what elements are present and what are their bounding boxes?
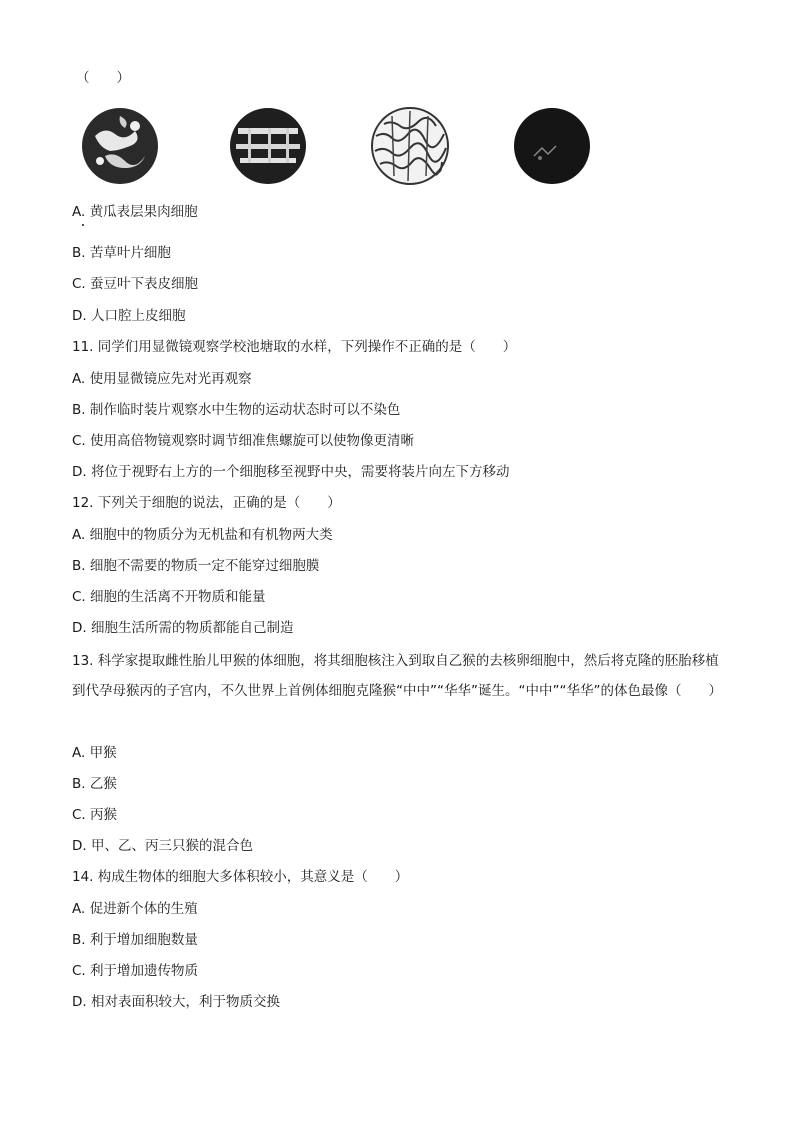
q11-option-c: C. 使用高倍物镜观察时调节细准焦螺旋可以使物像更清晰 — [72, 433, 415, 449]
q12-option-c: C. 细胞的生活离不开物质和能量 — [72, 589, 266, 605]
q10-option-c: C. 蚕豆叶下表皮细胞 — [72, 276, 199, 292]
q14-option-a: A. 促进新个体的生殖 — [72, 901, 198, 917]
q13-option-c: C. 丙猴 — [72, 807, 118, 823]
q10-option-b: B. 苦草叶片细胞 — [72, 245, 171, 261]
q14-option-b: B. 利于增加细胞数量 — [72, 932, 198, 948]
q12-option-a: A. 细胞中的物质分为无机盐和有机物两大类 — [72, 527, 333, 543]
q11-option-d: D. 将位于视野右上方的一个细胞移至视野中央，需要将装片向左下方移动 — [72, 464, 510, 480]
q10-option-a: A. 黄瓜表层果肉细胞 — [72, 204, 198, 220]
answer-paren: （ ） — [76, 70, 130, 86]
q12-stem: 12. 下列关于细胞的说法，正确的是（ ） — [72, 495, 341, 511]
micrograph-2-icon — [228, 106, 308, 186]
q13-option-a: A. 甲猴 — [72, 745, 117, 761]
q13-option-b: B. 乙猴 — [72, 776, 117, 792]
micrograph-row — [80, 106, 600, 186]
stray-dot — [82, 224, 84, 226]
micrograph-3-icon — [370, 106, 450, 186]
q13-stem: 13. 科学家提取雌性胎儿甲猴的体细胞，将其细胞核注入到取自乙猴的去核卵细胞中，然后将克隆的胚胎移植到代孕母猴丙的子宫内，不久世界上首例体细胞克隆猴“中中”“华华”诞生。“中中”“华华”的体色最像（ ） — [72, 653, 722, 699]
q12-option-d: D. 细胞生活所需的物质都能自己制造 — [72, 620, 294, 636]
q14-stem: 14. 构成生物体的细胞大多体积较小，其意义是（ ） — [72, 869, 409, 885]
q13-option-d: D. 甲、乙、丙三只猴的混合色 — [72, 838, 253, 854]
q11-option-b: B. 制作临时装片观察水中生物的运动状态时可以不染色 — [72, 402, 401, 418]
q12-option-b: B. 细胞不需要的物质一定不能穿过细胞膜 — [72, 558, 320, 574]
q14-option-d: D. 相对表面积较大，利于物质交换 — [72, 994, 280, 1010]
micrograph-4-icon — [512, 106, 592, 186]
micrograph-1-icon — [80, 106, 160, 186]
q14-option-c: C. 利于增加遗传物质 — [72, 963, 199, 979]
q11-option-a: A. 使用显微镜应先对光再观察 — [72, 371, 252, 387]
q11-stem: 11. 同学们用显微镜观察学校池塘取的水样，下列操作不正确的是（ ） — [72, 339, 517, 355]
q10-option-d: D. 人口腔上皮细胞 — [72, 308, 186, 324]
